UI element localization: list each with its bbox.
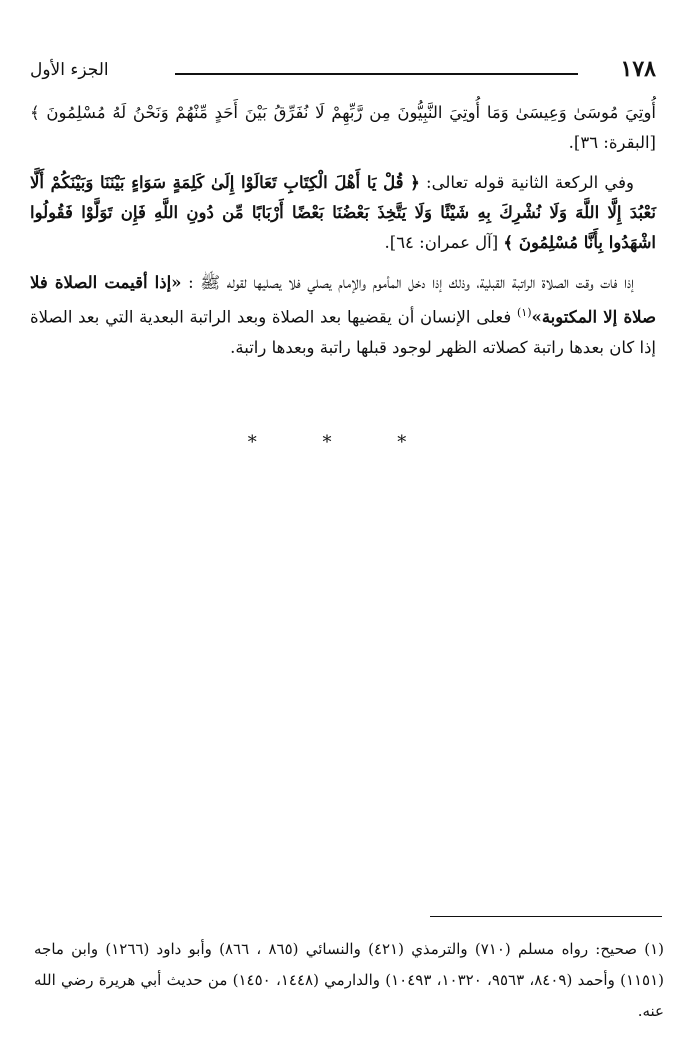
paragraph-2 (30, 168, 656, 258)
page-number: ١٧٨ (620, 56, 656, 82)
footnote: (١) صحيح: رواه مسلم (٧١٠) والترمذي (٤٢١) والنسائي (٨٦٥ ، ٨٦٦) وأبو داود (١٢٦٦) وابن ماجه (١١٥١) وأحمد (٨٤٠٩، ٩٥٦٣، ١٠٣٢٠، ١٠٤٩٣) والدارمي (١٤٤٨، ١٤٥٠) من حديث أبي هريرة رضي الله عنه. (34, 940, 665, 1020)
verse-reference: [آل عمران: ٦٤]. (384, 233, 504, 252)
quran-verse: ﴿ قُلْ يَا أَهْلَ الْكِتَابِ تَعَالَوْا إِلَىٰ كَلِمَةٍ سَوَاءٍ بَيْنَنَا وَبَيْنَكُمْ أَلَّا نَعْبُدَ إِلَّا اللَّهَ وَلَا نُشْرِكَ بِهِ شَيْئًا وَلَا يَتَّخِذَ بَعْضُنَا بَعْضًا أَرْبَابًا مِّن دُونِ اللَّهِ فَإِن تَوَلَّوْا فَقُولُوا اشْهَدُوا بِأَنَّا مُسْلِمُونَ ﴾ (30, 173, 656, 252)
hadith-quote: «إذا أقيمت الصلاة فلا صلاة إلا المكتوبة» (30, 273, 656, 327)
page-header (30, 56, 656, 88)
paragraph-3-a: إذا فات وقت الصلاة الراتبة القبلية، وذلك إذا دخل المأموم والإمام يصلي فلا يصليها لقوله ﷺ : (181, 273, 634, 292)
header-rule (175, 73, 578, 75)
footnote-marker: (١) (517, 306, 532, 319)
paragraph-3-b: فعلى الإنسان أن يقضيها بعد الصلاة وبعد الراتبة البعدية التي بعد الصلاة إذا كان بعدها راتبة كصلاته الظهر لوجود قبلها راتبة وبعدها راتبة. (30, 307, 656, 357)
footnote-rule (430, 916, 662, 917)
running-title: الجزء الأول (30, 60, 109, 80)
main-text (30, 98, 656, 373)
quran-verse-continuation: أُوتِيَ مُوسَىٰ وَعِيسَىٰ وَمَا أُوتِيَ النَّبِيُّونَ مِن رَّبِّهِمْ لَا نُفَرِّقُ بَيْنَ أَحَدٍ مِّنْهُمْ وَنَحْنُ لَهُ مُسْلِمُونَ ﴾ [البقرة: ٣٦]. (30, 103, 656, 152)
paragraph-2-intro: وفي الركعة الثانية قوله تعالى: (419, 173, 634, 192)
paragraph-1 (30, 98, 656, 158)
section-separator: * * * (247, 432, 437, 453)
paragraph-3 (30, 268, 656, 363)
